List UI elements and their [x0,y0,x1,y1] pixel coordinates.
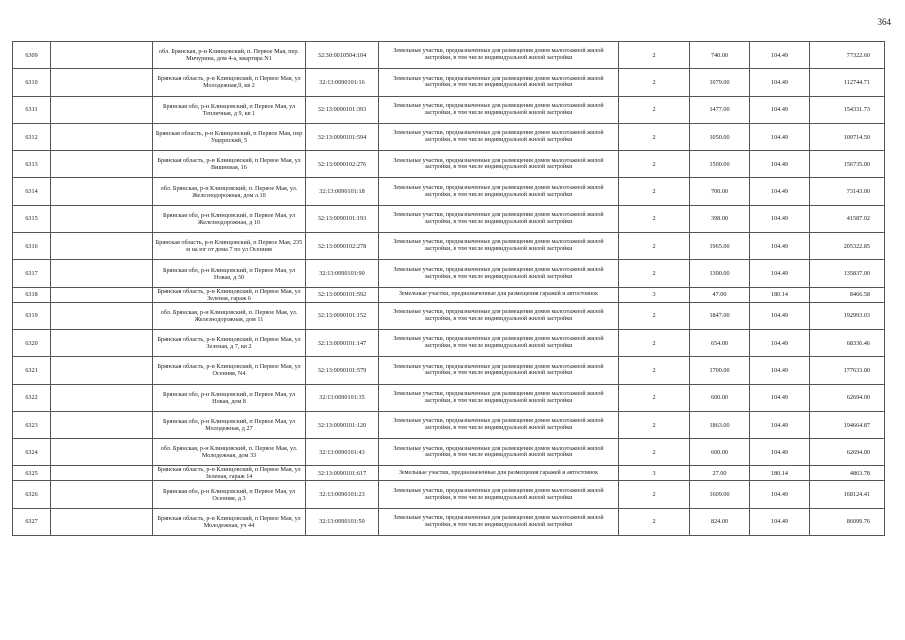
address-cell: Брянская обл, р-н Клинцовский, п Первое Мая, ул Новая, д 30 [153,260,306,287]
empty-cell [51,233,153,260]
address-cell: обл. Брянская, р-н Клинцовский, п. Первое Мая, ул. Молодежная, дом 33 [153,439,306,466]
land-use-cell: Земельные участки, предназначенные для размещения домов малоэтажной жилой застройки, в том числе индивидуальной жилой застройки [379,302,619,329]
row-number-cell: 6321 [13,357,51,384]
cadastral-number-cell: 32:13:0090101:16 [306,69,379,96]
cadastral-value-cell: 192993.03 [810,302,885,329]
address-cell: Брянская обл, р-н Клинцовский, п Первое Мая, ул Железнодорожная, д 10 [153,205,306,232]
land-use-cell: Земельные участки, предназначенные для размещения гаражей и автостоянок [379,466,619,481]
empty-cell [51,151,153,178]
specific-value-cell: 104.49 [750,178,810,205]
row-number-cell: 6312 [13,123,51,150]
cadastral-value-cell: 77322.60 [810,42,885,69]
row-number-cell: 6325 [13,466,51,481]
land-use-cell: Земельные участки, предназначенные для размещения домов малоэтажной жилой застройки, в том числе индивидуальной жилой застройки [379,69,619,96]
table-row [13,466,885,481]
area-cell: 1050.00 [690,123,750,150]
land-use-cell: Земельные участки, предназначенные для размещения домов малоэтажной жилой застройки, в том числе индивидуальной жилой застройки [379,123,619,150]
land-use-cell: Земельные участки, предназначенные для размещения домов малоэтажной жилой застройки, в том числе индивидуальной жилой застройки [379,96,619,123]
cadastral-number-cell: 32:13:0090101:35 [306,384,379,411]
cadastral-value-table [12,41,885,536]
address-cell: обл. Брянская, р-н Клинцовский, п. Первое Мая, ул. Железнодорожная, дом 11 [153,302,306,329]
area-cell: 398.00 [690,205,750,232]
table-row [13,178,885,205]
address-cell: Брянская обл, р-н Клинцовский, п Первое Мая, ул Новая, дом 8 [153,384,306,411]
table-row [13,302,885,329]
cadastral-number-cell: 32:13:0090101:18 [306,178,379,205]
specific-value-cell: 104.49 [750,384,810,411]
cadastral-number-cell: 32:13:0090101:120 [306,411,379,438]
table-row [13,508,885,535]
specific-value-cell: 104.49 [750,123,810,150]
cadastral-number-cell: 32:13:0090101:90 [306,260,379,287]
area-cell: 1079.00 [690,69,750,96]
cadastral-value-cell: 4863.78 [810,466,885,481]
cadastral-value-cell: 194664.87 [810,411,885,438]
empty-cell [51,178,153,205]
land-use-cell: Земельные участки, предназначенные для размещения домов малоэтажной жилой застройки, в том числе индивидуальной жилой застройки [379,481,619,508]
cadastral-value-cell: 62694.00 [810,384,885,411]
cadastral-number-cell: 32:13:0090101:393 [306,96,379,123]
land-use-cell: Земельные участки, предназначенные для размещения домов малоэтажной жилой застройки, в том числе индивидуальной жилой застройки [379,151,619,178]
specific-value-cell: 104.49 [750,302,810,329]
row-number-cell: 6309 [13,42,51,69]
group-code-cell: 2 [619,481,690,508]
address-cell: Брянская область, р-н Клинцовский, п Первое Мая, ул Осенняя, N4 [153,357,306,384]
empty-cell [51,508,153,535]
group-code-cell: 2 [619,205,690,232]
cadastral-value-cell: 73143.00 [810,178,885,205]
empty-cell [51,287,153,302]
group-code-cell: 3 [619,466,690,481]
land-use-cell: Земельные участки, предназначенные для размещения домов малоэтажной жилой застройки, в том числе индивидуальной жилой застройки [379,233,619,260]
address-cell: Брянская область, р-н Клинцовский, п Первое Мая, ул Зеленая, гараж 14 [153,466,306,481]
area-cell: 654.00 [690,329,750,356]
row-number-cell: 6323 [13,411,51,438]
cadastral-number-cell: 32:13:0090101:147 [306,329,379,356]
specific-value-cell: 180.14 [750,466,810,481]
cadastral-number-cell: 32:13:0090102:276 [306,151,379,178]
group-code-cell: 2 [619,96,690,123]
row-number-cell: 6322 [13,384,51,411]
area-cell: 1700.00 [690,357,750,384]
empty-cell [51,357,153,384]
table-row [13,357,885,384]
row-number-cell: 6314 [13,178,51,205]
group-code-cell: 2 [619,42,690,69]
table-row [13,69,885,96]
table-row [13,205,885,232]
group-code-cell: 2 [619,411,690,438]
table-row [13,439,885,466]
row-number-cell: 6327 [13,508,51,535]
row-number-cell: 6324 [13,439,51,466]
address-cell: Брянская область, р-н Клинцовский, п Первое Мая, ул Зеленая, гараж 6 [153,287,306,302]
row-number-cell: 6319 [13,302,51,329]
cadastral-number-cell: 32:13:0090101:152 [306,302,379,329]
table-row [13,287,885,302]
group-code-cell: 2 [619,123,690,150]
table-row [13,411,885,438]
area-cell: 740.00 [690,42,750,69]
area-cell: 1300.00 [690,260,750,287]
cadastral-number-cell: 32:13:0090101:617 [306,466,379,481]
address-cell: Брянская область, р-н Клинцовский, п Первое Мая, ул Молодежная,9, кв 2 [153,69,306,96]
cadastral-number-cell: 32:13:0090101:592 [306,287,379,302]
cadastral-number-cell: 32:13:0090101:43 [306,439,379,466]
cadastral-number-cell: 32:30:0010504:104 [306,42,379,69]
area-cell: 1863.00 [690,411,750,438]
area-cell: 1609.00 [690,481,750,508]
cadastral-value-cell: 68336.46 [810,329,885,356]
land-use-cell: Земельные участки, предназначенные для размещения домов малоэтажной жилой застройки, в том числе индивидуальной жилой застройки [379,260,619,287]
cadastral-value-cell: 62694.00 [810,439,885,466]
cadastral-number-cell: 32:13:0090101:579 [306,357,379,384]
table-row [13,151,885,178]
specific-value-cell: 104.49 [750,151,810,178]
table-row [13,123,885,150]
address-cell: обл. Брянская, р-н Клинцовский, п. Первое Мая, пер. Мичурина, дом 4-а, квартира N1 [153,42,306,69]
address-cell: Брянская обл, р-н Клинцовский, п Первое Мая, ул Молодежная, д 27 [153,411,306,438]
table-row [13,329,885,356]
address-cell: Брянская обл, р-н Клинцовский, п Первое Мая, ул Осенняя, д 3 [153,481,306,508]
land-use-cell: Земельные участки, предназначенные для размещения домов малоэтажной жилой застройки, в том числе индивидуальной жилой застройки [379,411,619,438]
specific-value-cell: 104.49 [750,329,810,356]
row-number-cell: 6316 [13,233,51,260]
specific-value-cell: 104.49 [750,96,810,123]
row-number-cell: 6326 [13,481,51,508]
group-code-cell: 2 [619,69,690,96]
area-cell: 600.00 [690,384,750,411]
cadastral-value-cell: 135837.00 [810,260,885,287]
table-row [13,42,885,69]
specific-value-cell: 104.49 [750,69,810,96]
address-cell: Брянская область, р-н Клинцовский, п Первое Мая, ул Зеленая, д 7, кв 2 [153,329,306,356]
area-cell: 47.00 [690,287,750,302]
group-code-cell: 2 [619,508,690,535]
cadastral-value-cell: 154331.73 [810,96,885,123]
area-cell: 1500.00 [690,151,750,178]
cadastral-value-cell: 112744.71 [810,69,885,96]
table-body [13,42,885,536]
empty-cell [51,123,153,150]
empty-cell [51,439,153,466]
address-cell: Брянская область, р-н Клинцовский, п Первое Мая, ул Вишневая, 16 [153,151,306,178]
specific-value-cell: 104.49 [750,42,810,69]
land-use-cell: Земельные участки, предназначенные для размещения домов малоэтажной жилой застройки, в том числе индивидуальной жилой застройки [379,384,619,411]
cadastral-number-cell: 32:13:0090101:594 [306,123,379,150]
empty-cell [51,481,153,508]
cadastral-number-cell: 32:13:0090102:278 [306,233,379,260]
page-number: 364 [877,17,891,27]
land-use-cell: Земельные участки, предназначенные для размещения домов малоэтажной жилой застройки, в том числе индивидуальной жилой застройки [379,178,619,205]
row-number-cell: 6311 [13,96,51,123]
specific-value-cell: 180.14 [750,287,810,302]
address-cell: обл. Брянская, р-н Клинцовский, п. Первое Мая, ул. Железнодорожная, дом л.10 [153,178,306,205]
empty-cell [51,96,153,123]
cadastral-value-cell: 86099.76 [810,508,885,535]
address-cell: Брянская область, р-н Клинцовский, п Первое Мая, 235 м на юг от дома 7 по ул Осенняя [153,233,306,260]
cadastral-value-cell: 156735.00 [810,151,885,178]
group-code-cell: 2 [619,302,690,329]
specific-value-cell: 104.49 [750,233,810,260]
cadastral-value-cell: 8466.58 [810,287,885,302]
area-cell: 600.00 [690,439,750,466]
row-number-cell: 6317 [13,260,51,287]
specific-value-cell: 104.49 [750,205,810,232]
cadastral-value-cell: 109714.50 [810,123,885,150]
area-cell: 27.00 [690,466,750,481]
cadastral-value-cell: 41587.02 [810,205,885,232]
cadastral-number-cell: 32:13:0090101:23 [306,481,379,508]
land-use-cell: Земельные участки, предназначенные для размещения гаражей и автостоянок [379,287,619,302]
empty-cell [51,260,153,287]
row-number-cell: 6320 [13,329,51,356]
group-code-cell: 2 [619,233,690,260]
area-cell: 1965.00 [690,233,750,260]
specific-value-cell: 104.49 [750,411,810,438]
area-cell: 1847.00 [690,302,750,329]
empty-cell [51,411,153,438]
specific-value-cell: 104.49 [750,508,810,535]
row-number-cell: 6313 [13,151,51,178]
empty-cell [51,302,153,329]
table-row [13,481,885,508]
empty-cell [51,205,153,232]
group-code-cell: 2 [619,151,690,178]
cadastral-value-cell: 177633.00 [810,357,885,384]
land-use-cell: Земельные участки, предназначенные для размещения домов малоэтажной жилой застройки, в том числе индивидуальной жилой застройки [379,357,619,384]
table-row [13,233,885,260]
table-row [13,384,885,411]
group-code-cell: 2 [619,439,690,466]
land-use-cell: Земельные участки, предназначенные для размещения домов малоэтажной жилой застройки, в том числе индивидуальной жилой застройки [379,439,619,466]
row-number-cell: 6310 [13,69,51,96]
group-code-cell: 3 [619,287,690,302]
empty-cell [51,69,153,96]
specific-value-cell: 104.49 [750,481,810,508]
specific-value-cell: 104.49 [750,260,810,287]
land-use-cell: Земельные участки, предназначенные для размещения домов малоэтажной жилой застройки, в том числе индивидуальной жилой застройки [379,42,619,69]
area-cell: 1477.00 [690,96,750,123]
address-cell: Брянская область, р-н Клинцовский, п Первое Мая, ул Молодежная, уч 44 [153,508,306,535]
cadastral-number-cell: 32:13:0090101:50 [306,508,379,535]
empty-cell [51,384,153,411]
land-use-cell: Земельные участки, предназначенные для размещения домов малоэтажной жилой застройки, в том числе индивидуальной жилой застройки [379,205,619,232]
group-code-cell: 2 [619,329,690,356]
group-code-cell: 2 [619,384,690,411]
area-cell: 700.00 [690,178,750,205]
land-use-cell: Земельные участки, предназначенные для размещения домов малоэтажной жилой застройки, в том числе индивидуальной жилой застройки [379,508,619,535]
specific-value-cell: 104.49 [750,439,810,466]
group-code-cell: 2 [619,357,690,384]
cadastral-value-cell: 205322.85 [810,233,885,260]
row-number-cell: 6315 [13,205,51,232]
cadastral-number-cell: 32:13:0090101:193 [306,205,379,232]
table-row [13,96,885,123]
cadastral-value-cell: 168124.41 [810,481,885,508]
table-row [13,260,885,287]
area-cell: 824.00 [690,508,750,535]
empty-cell [51,329,153,356]
row-number-cell: 6318 [13,287,51,302]
group-code-cell: 2 [619,178,690,205]
empty-cell [51,42,153,69]
empty-cell [51,466,153,481]
address-cell: Брянская обл, р-н Клинцовский, п Первое Мая, ул Тепличная, д 9, кв 1 [153,96,306,123]
address-cell: Брянская область, р-н Клинцовский, п Первое Мая, пер Ущерпский, 5 [153,123,306,150]
group-code-cell: 2 [619,260,690,287]
land-use-cell: Земельные участки, предназначенные для размещения домов малоэтажной жилой застройки, в том числе индивидуальной жилой застройки [379,329,619,356]
specific-value-cell: 104.49 [750,357,810,384]
